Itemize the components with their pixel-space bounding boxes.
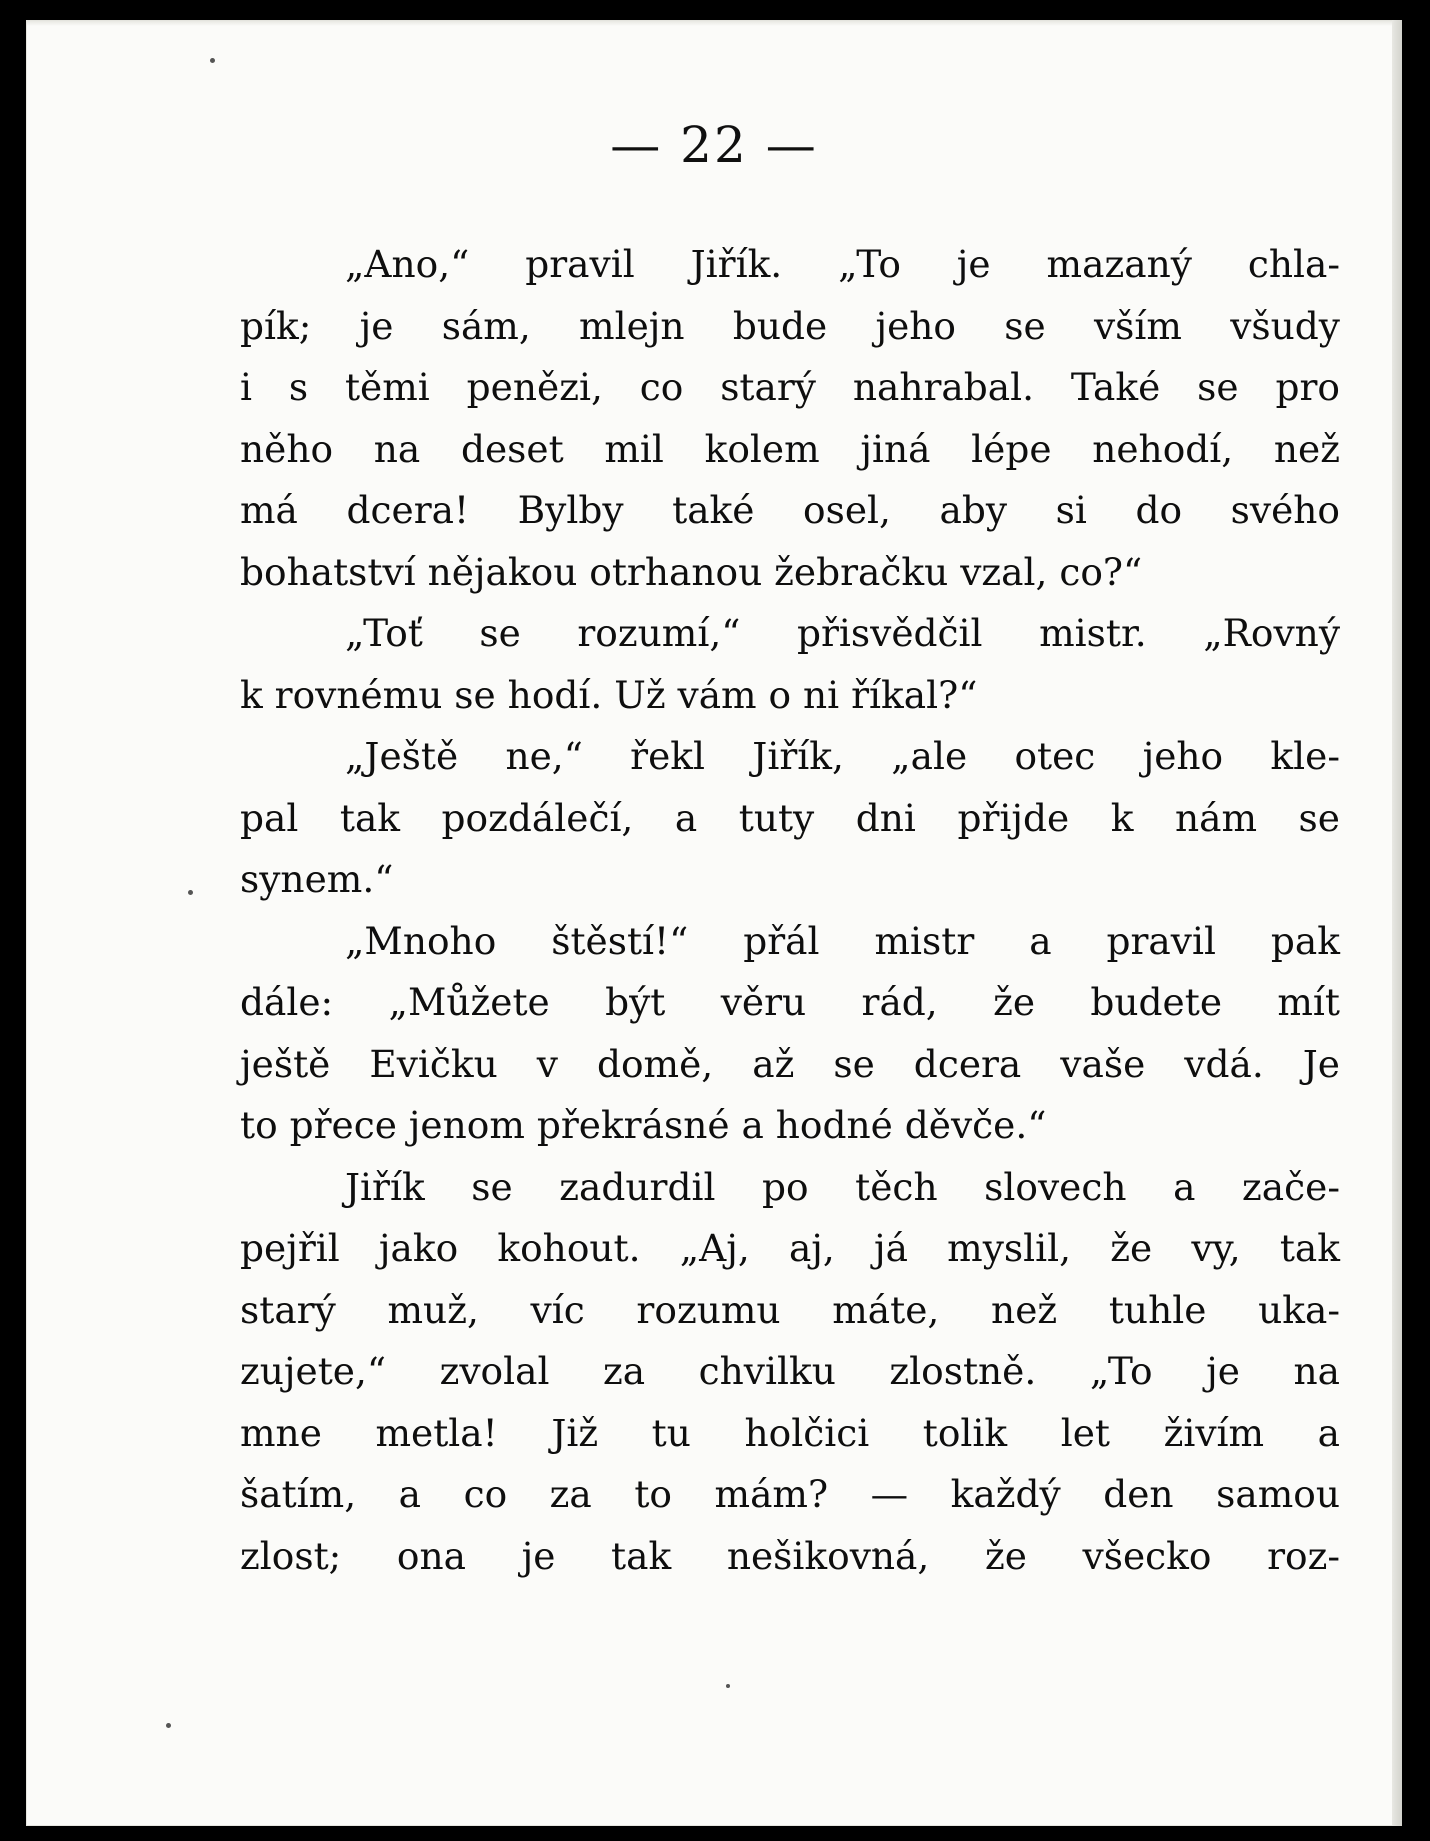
text-line: i s těmi penězi, co starý nahrabal. Také se pro	[240, 365, 1340, 409]
text-line: k rovnému se hodí. Už vám o ni říkal?“	[240, 672, 978, 717]
text-line: má dcera! Bylby také osel, aby si do svého	[240, 488, 1340, 532]
text-line: dále: „Můžete být věru rád, že budete mít	[240, 980, 1340, 1024]
page-top-edge	[26, 20, 1402, 26]
text-line: pejřil jako kohout. „Aj, aj, já myslil, že vy, tak	[240, 1226, 1340, 1270]
text-line: šatím, a co za to mám? — každý den samou	[240, 1472, 1340, 1516]
text-line: to přece jenom překrásné a hodné děvče.“	[240, 1103, 1047, 1147]
text-line: mne metla! Již tu holčici tolik let živím a	[240, 1410, 1340, 1455]
text-line: zlost; ona je tak nešikovná, že všecko roz-	[240, 1533, 1340, 1578]
text-line: „Ano,“ pravil Jiřík. „To je mazaný chla-	[345, 242, 1340, 286]
text-line: Jiřík se zadurdil po těch slovech a zače-	[345, 1164, 1340, 1209]
text-line: pík; je sám, mlejn bude jeho se vším všudy	[240, 303, 1340, 348]
text-line: starý muž, víc rozumu máte, než tuhle uka-	[240, 1287, 1340, 1332]
text-line: „Mnoho štěstí!“ přál mistr a pravil pak	[345, 918, 1340, 963]
body-text	[240, 234, 1340, 1587]
paper-speck	[726, 1684, 730, 1688]
text-line: bohatství nějakou otrhanou žebračku vzal, co?“	[240, 549, 1143, 594]
text-line: pal tak pozdálečí, a tuty dni přijde k nám se	[240, 795, 1340, 840]
text-line: něho na deset mil kolem jiná lépe nehodí, než	[240, 426, 1340, 471]
page-right-edge	[1392, 20, 1402, 1826]
page-number: — 22 —	[610, 116, 818, 174]
text-line: zujete,“ zvolal za chvilku zlostně. „To je na	[240, 1349, 1340, 1393]
paper-speck	[188, 890, 193, 895]
text-line: synem.“	[240, 857, 394, 901]
paper-speck	[166, 1723, 171, 1728]
paper-speck	[210, 58, 215, 63]
book-page	[26, 20, 1402, 1826]
text-line: „Toť se rozumí,“ přisvědčil mistr. „Rovný	[345, 611, 1340, 655]
text-line: ještě Evičku v domě, až se dcera vaše vdá. Je	[240, 1041, 1340, 1086]
text-line: „Ještě ne,“ řekl Jiřík, „ale otec jeho kle-	[345, 734, 1340, 778]
